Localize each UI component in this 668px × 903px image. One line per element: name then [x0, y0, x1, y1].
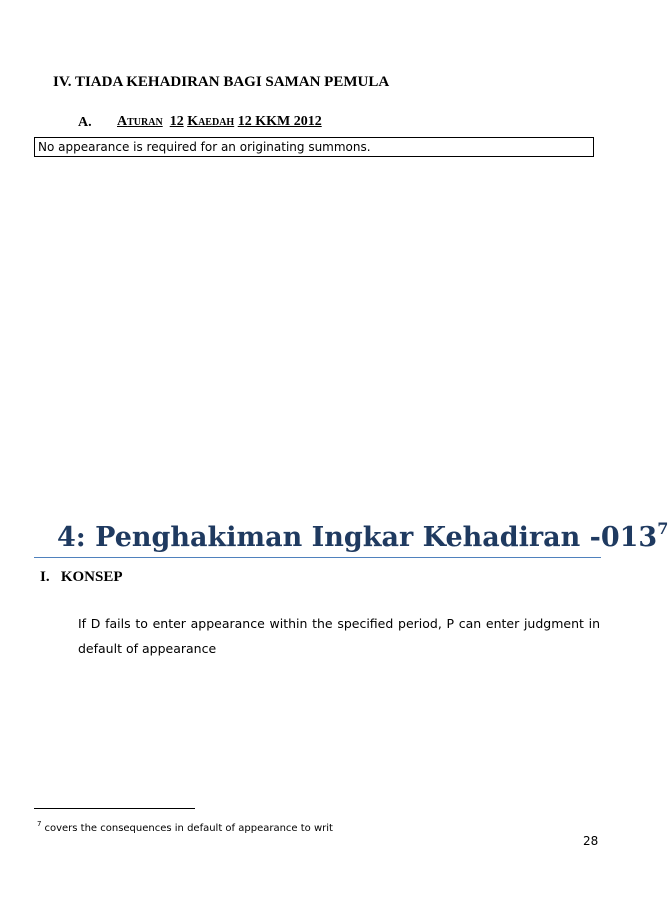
rule-k-rest: AEDAH — [198, 117, 235, 128]
section-i-heading: I. KONSEP — [40, 569, 123, 585]
page-number: 28 — [583, 834, 599, 848]
footnote-text: covers the consequences in default of appearance to writ — [44, 823, 333, 834]
footnote-marker: 7 — [37, 820, 42, 828]
konsep-paragraph: If D fails to enter appearance within the specified period, P can enter judgment in default of appearance — [78, 616, 600, 656]
summary-box-text: No appearance is required for an originating summons. — [38, 140, 371, 154]
chapter-title-text: 4: Penghakiman Ingkar Kehadiran -013 — [57, 522, 658, 553]
subsection-a-letter: A. — [78, 115, 92, 130]
footnote — [37, 820, 333, 834]
chapter-footnote-ref: 7 — [657, 519, 668, 538]
chapter-title — [57, 519, 668, 553]
chapter-divider — [34, 557, 601, 558]
rule-tail: 12 KKM 2012 — [237, 114, 322, 129]
section-iv-heading: IV. TIADA KEHADIRAN BAGI SAMAN PEMULA — [53, 74, 390, 90]
rule-a-cap: A — [117, 114, 128, 129]
rule-k-cap: K — [187, 114, 199, 129]
footnote-divider — [34, 808, 195, 809]
subsection-a-rule — [117, 114, 322, 130]
rule-num1: 12 — [169, 114, 184, 129]
rule-a-rest: TURAN — [127, 117, 163, 128]
